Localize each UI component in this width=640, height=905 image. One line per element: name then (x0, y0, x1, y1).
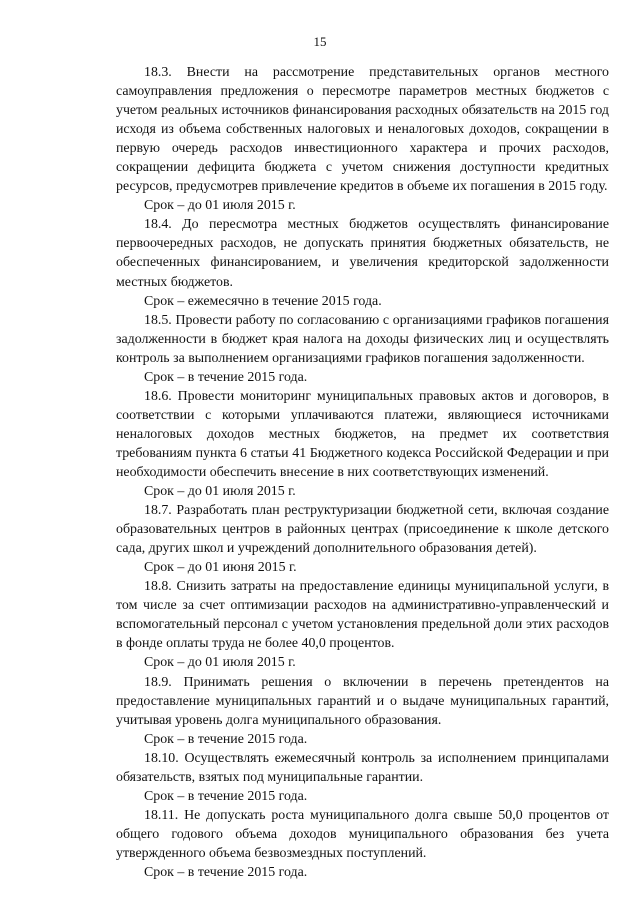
paragraph-18-4: 18.4. До пересмотра местных бюджетов осуществлять финансирование первоочередных расходов, не допускать принятия бюджетных обязательств, не обеспеченных финансированием, и увеличения кредиторской задолженности местных бюджетов. (116, 217, 609, 290)
paragraph-18-5: 18.5. Провести работу по согласованию с организациями графиков погашения задолженности в бюджет края налога на доходы физических лиц и осуществлять контроль за выполнением организациями графиков погашения задолженности. (116, 312, 609, 366)
deadline-18-3: Срок – до 01 июля 2015 г. (144, 198, 296, 214)
page-number: 15 (313, 34, 327, 49)
deadline-18-6: Срок – до 01 июля 2015 г. (144, 484, 296, 500)
deadline-18-7: Срок – до 01 июня 2015 г. (144, 560, 297, 576)
paragraph-18-8: 18.8. Снизить затраты на предоставление единицы муниципальной услуги, в том числе за счет оптимизации расходов на административно-управленческий и вспомогательный персонал с учетом установления предельной доли этих расходов в фонде оплаты труда не более 40,0 процентов. (116, 579, 609, 652)
paragraph-18-7: 18.7. Разработать план реструктуризации бюджетной сети, включая создание образовательных центров в районных центрах (присоединение к школе детского сада, других школ и учреждений дополнительного образования детей). (116, 503, 609, 557)
deadline-18-8: Срок – до 01 июля 2015 г. (144, 655, 296, 671)
paragraph-18-10: 18.10. Осуществлять ежемесячный контроль за исполнением принципалами обязательств, взятых под муниципальные гарантии. (116, 750, 609, 785)
deadline-18-5: Срок – в течение 2015 года. (144, 369, 308, 385)
paragraph-18-6: 18.6. Провести мониторинг муниципальных правовых актов и договоров, в соответствии с которыми уплачиваются платежи, являющиеся источниками неналоговых доходов местных бюджетов, на предмет их соответствия требованиям пункта 6 статьи 41 Бюджетного кодекса Российской Федерации и при необходимости обеспечить внесение в них соответствующих изменений. (116, 388, 609, 480)
document-body (116, 63, 609, 882)
paragraph-18-3: 18.3. Внести на рассмотрение представительных органов местного самоуправления предложения о пересмотре параметров местных бюджетов с учетом реальных источников финансирования расходных обязательств на 2015 год исходя из объема собственных налоговых и неналоговых доходов, сокращении в первую очередь расходов инвестиционного характера и прочих расходов, сокращении дефицита бюджета с учетом снижения доступности кредитных ресурсов, предусмотрев привлечение кредитов в объеме их погашения в 2015 году. (116, 65, 609, 195)
deadline-18-11: Срок – в течение 2015 года. (144, 864, 308, 880)
deadline-18-9: Срок – в течение 2015 года. (144, 731, 308, 747)
paragraph-18-9: 18.9. Принимать решения о включении в перечень претендентов на предоставление муниципальных гарантий и о выдаче муниципальных гарантий, учитывая уровень долга муниципального образования. (116, 674, 609, 728)
deadline-18-4: Срок – ежемесячно в течение 2015 года. (144, 293, 382, 309)
paragraph-18-11: 18.11. Не допускать роста муниципального долга свыше 50,0 процентов от общего годового объема доходов муниципального образования без учета утвержденного объема безвозмездных поступлений. (116, 807, 609, 861)
deadline-18-10: Срок – в течение 2015 года. (144, 788, 308, 804)
